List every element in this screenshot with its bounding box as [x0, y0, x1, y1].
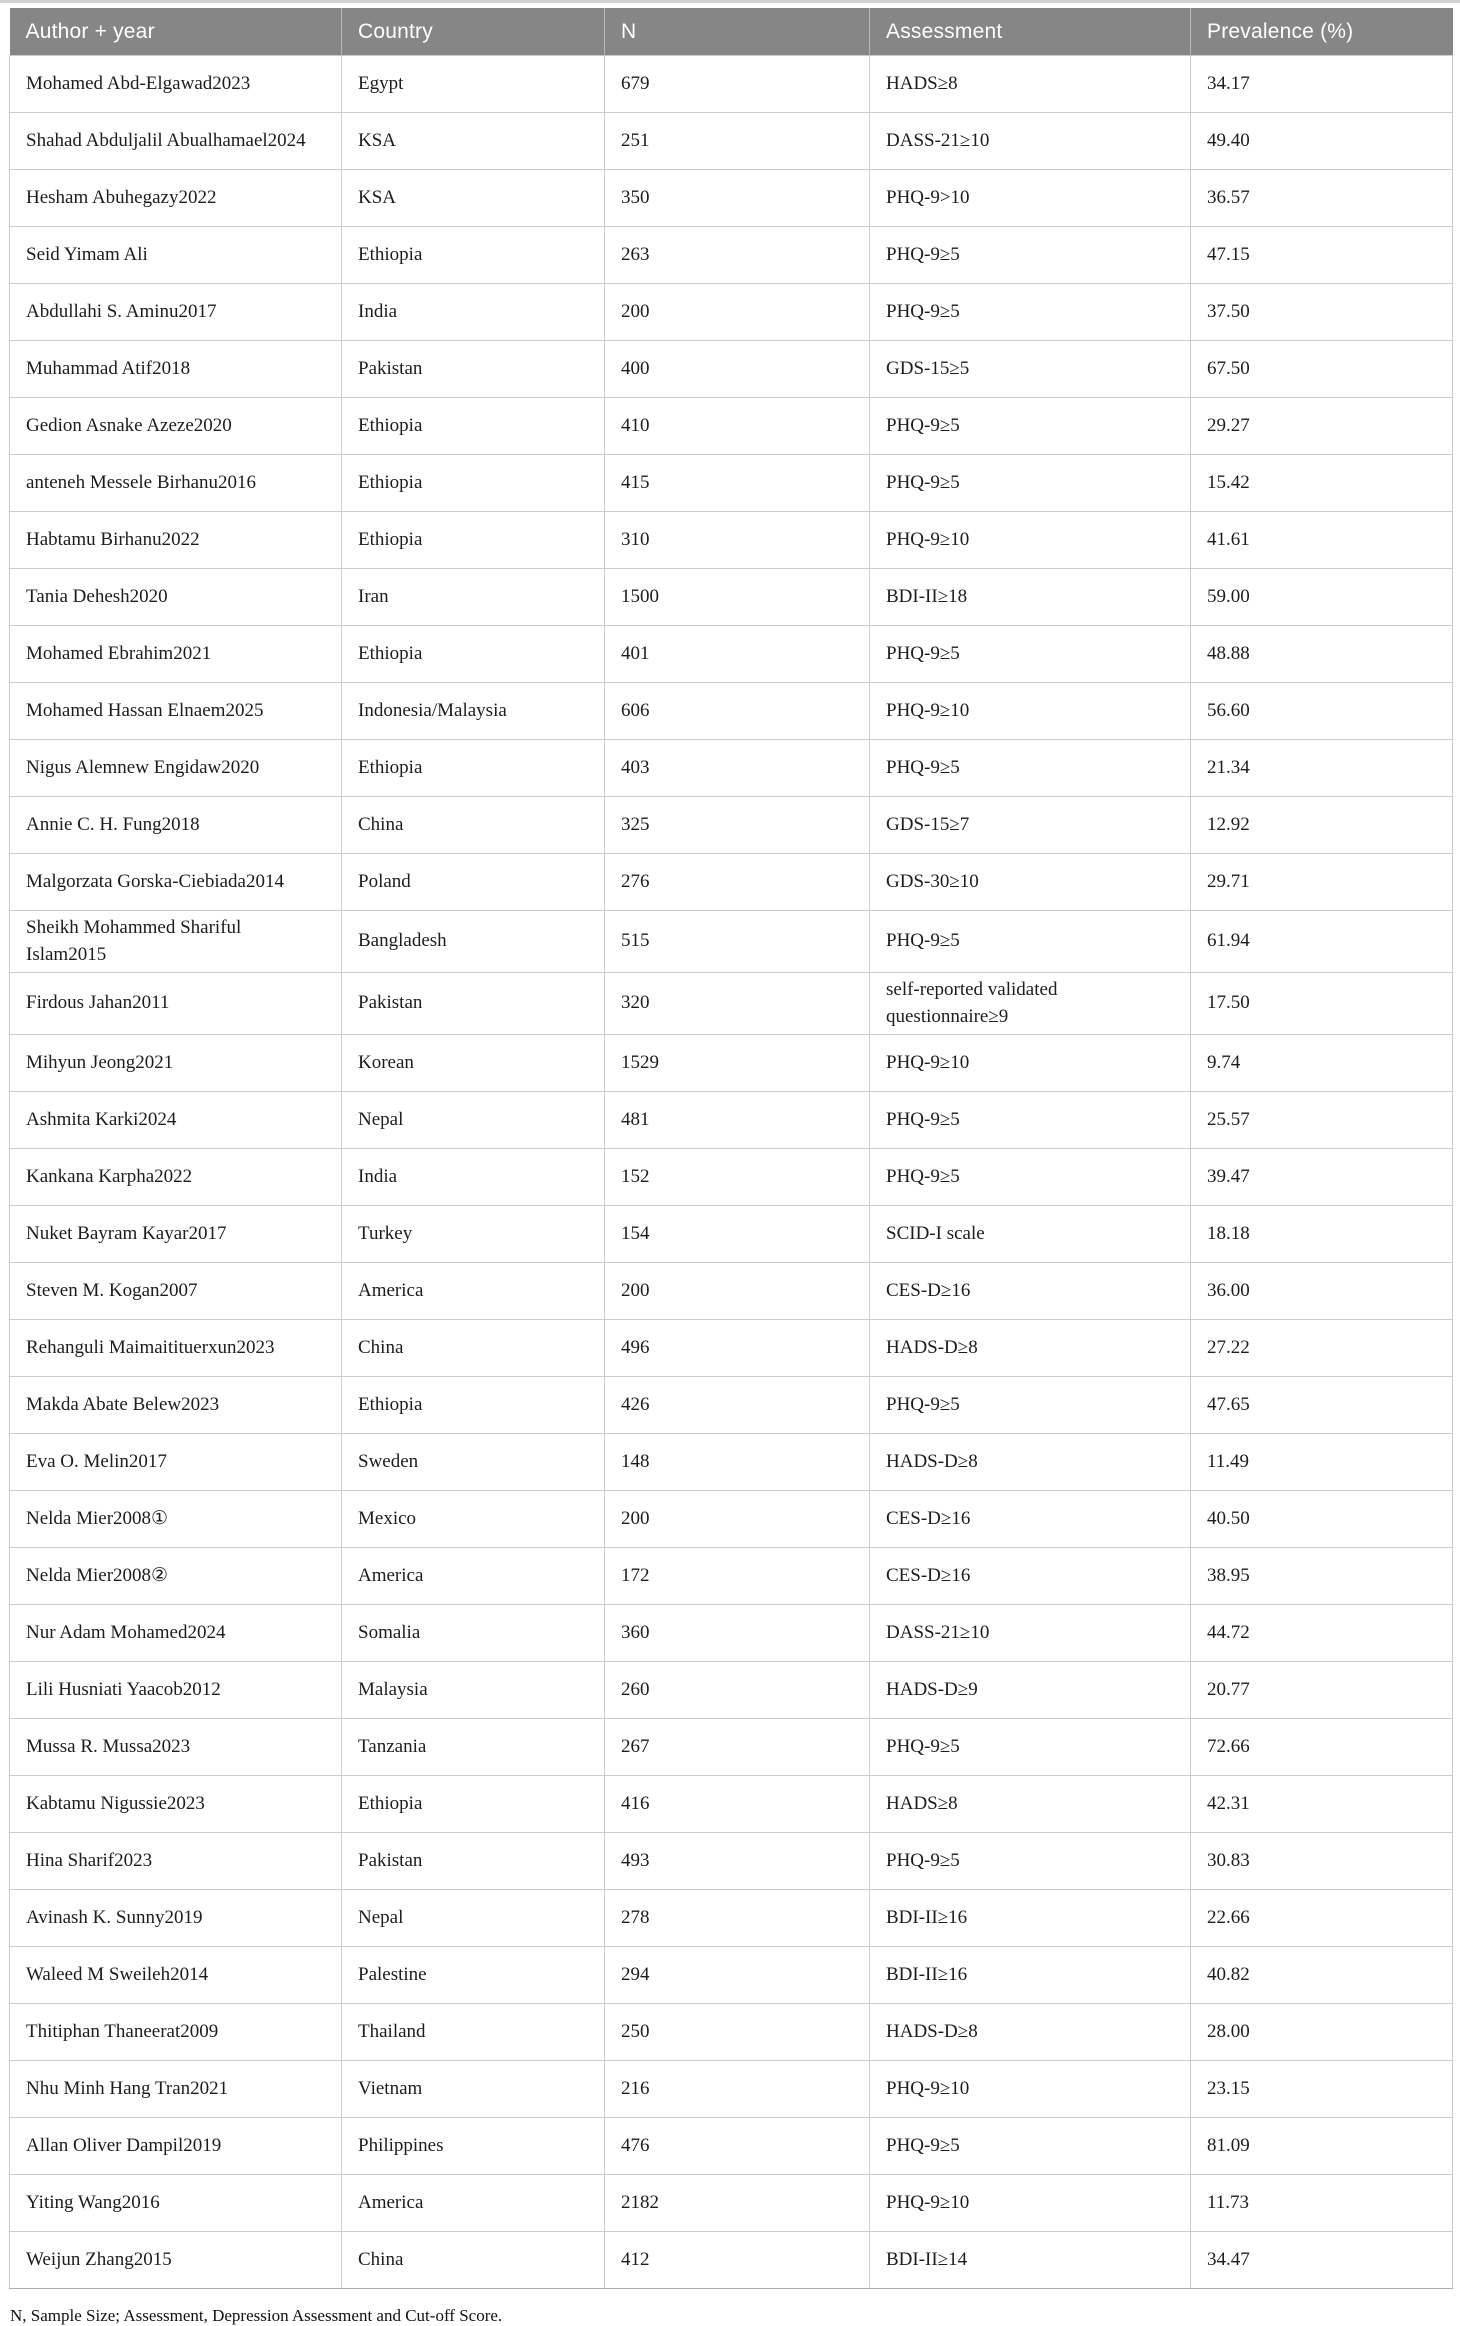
table-row — [10, 284, 1453, 341]
table-row — [10, 227, 1453, 284]
cell-n: 679 — [605, 56, 870, 113]
cell-country: Ethiopia — [342, 626, 605, 683]
cell-prevalence: 23.15 — [1191, 2061, 1453, 2118]
cell-n: 320 — [605, 973, 870, 1035]
cell-author-year: Malgorzata Gorska-Ciebiada2014 — [10, 854, 342, 911]
cell-country: Malaysia — [342, 1662, 605, 1719]
cell-country: Thailand — [342, 2004, 605, 2061]
cell-assessment: CES-D≥16 — [870, 1548, 1191, 1605]
column-header-prevalence: Prevalence (%) — [1191, 8, 1453, 56]
table-row — [10, 973, 1453, 1035]
cell-assessment: PHQ-9≥5 — [870, 1719, 1191, 1776]
cell-author-year: Thitiphan Thaneerat2009 — [10, 2004, 342, 2061]
cell-author-year: Mohamed Abd-Elgawad2023 — [10, 56, 342, 113]
cell-prevalence: 22.66 — [1191, 1890, 1453, 1947]
cell-country: Iran — [342, 569, 605, 626]
cell-prevalence: 47.65 — [1191, 1377, 1453, 1434]
cell-author-year: Yiting Wang2016 — [10, 2175, 342, 2232]
table-row — [10, 1149, 1453, 1206]
cell-country: Bangladesh — [342, 911, 605, 973]
cell-author-year: Weijun Zhang2015 — [10, 2232, 342, 2289]
cell-author-year: Makda Abate Belew2023 — [10, 1377, 342, 1434]
cell-assessment: PHQ-9≥10 — [870, 683, 1191, 740]
table-row — [10, 854, 1453, 911]
cell-assessment: PHQ-9≥5 — [870, 1377, 1191, 1434]
cell-n: 276 — [605, 854, 870, 911]
cell-country: Pakistan — [342, 1833, 605, 1890]
cell-prevalence: 27.22 — [1191, 1320, 1453, 1377]
table-row — [10, 1320, 1453, 1377]
cell-author-year: Firdous Jahan2011 — [10, 973, 342, 1035]
table-row — [10, 1206, 1453, 1263]
cell-prevalence: 28.00 — [1191, 2004, 1453, 2061]
cell-prevalence: 34.47 — [1191, 2232, 1453, 2289]
table-row — [10, 512, 1453, 569]
cell-assessment: BDI-II≥16 — [870, 1947, 1191, 2004]
cell-n: 410 — [605, 398, 870, 455]
cell-country: India — [342, 1149, 605, 1206]
cell-prevalence: 40.82 — [1191, 1947, 1453, 2004]
cell-n: 267 — [605, 1719, 870, 1776]
cell-n: 200 — [605, 1263, 870, 1320]
cell-country: KSA — [342, 113, 605, 170]
table-row — [10, 398, 1453, 455]
column-header-country: Country — [342, 8, 605, 56]
cell-country: Ethiopia — [342, 227, 605, 284]
table-row — [10, 1263, 1453, 1320]
cell-prevalence: 81.09 — [1191, 2118, 1453, 2175]
table-row — [10, 170, 1453, 227]
table-row — [10, 1434, 1453, 1491]
cell-country: Pakistan — [342, 973, 605, 1035]
cell-prevalence: 11.49 — [1191, 1434, 1453, 1491]
cell-prevalence: 49.40 — [1191, 113, 1453, 170]
cell-n: 2182 — [605, 2175, 870, 2232]
cell-assessment: PHQ-9≥5 — [870, 227, 1191, 284]
cell-author-year: Mohamed Hassan Elnaem2025 — [10, 683, 342, 740]
cell-assessment: PHQ-9≥5 — [870, 398, 1191, 455]
cell-author-year: Lili Husniati Yaacob2012 — [10, 1662, 342, 1719]
table-row — [10, 1491, 1453, 1548]
cell-prevalence: 11.73 — [1191, 2175, 1453, 2232]
cell-author-year: Mihyun Jeong2021 — [10, 1035, 342, 1092]
cell-assessment: SCID-I scale — [870, 1206, 1191, 1263]
cell-country: Egypt — [342, 56, 605, 113]
cell-assessment: PHQ-9≥5 — [870, 455, 1191, 512]
cell-n: 260 — [605, 1662, 870, 1719]
cell-country: Vietnam — [342, 2061, 605, 2118]
table-body — [10, 56, 1453, 2289]
cell-country: Palestine — [342, 1947, 605, 2004]
cell-n: 278 — [605, 1890, 870, 1947]
cell-assessment: PHQ-9≥5 — [870, 626, 1191, 683]
table-row — [10, 341, 1453, 398]
cell-assessment: BDI-II≥16 — [870, 1890, 1191, 1947]
cell-n: 493 — [605, 1833, 870, 1890]
cell-n: 496 — [605, 1320, 870, 1377]
table-row — [10, 1035, 1453, 1092]
cell-n: 360 — [605, 1605, 870, 1662]
cell-n: 481 — [605, 1092, 870, 1149]
cell-assessment: PHQ-9≥5 — [870, 2118, 1191, 2175]
cell-prevalence: 48.88 — [1191, 626, 1453, 683]
cell-n: 251 — [605, 113, 870, 170]
cell-author-year: Nhu Minh Hang Tran2021 — [10, 2061, 342, 2118]
cell-country: Mexico — [342, 1491, 605, 1548]
cell-n: 172 — [605, 1548, 870, 1605]
cell-assessment: PHQ-9≥5 — [870, 1092, 1191, 1149]
cell-n: 216 — [605, 2061, 870, 2118]
cell-author-year: Annie C. H. Fung2018 — [10, 797, 342, 854]
column-header-author-year: Author + year — [10, 8, 342, 56]
cell-prevalence: 18.18 — [1191, 1206, 1453, 1263]
table-row — [10, 1947, 1453, 2004]
cell-country: America — [342, 2175, 605, 2232]
table-row — [10, 1662, 1453, 1719]
cell-author-year: Muhammad Atif2018 — [10, 341, 342, 398]
cell-author-year: Eva O. Melin2017 — [10, 1434, 342, 1491]
cell-country: Tanzania — [342, 1719, 605, 1776]
cell-country: KSA — [342, 170, 605, 227]
cell-assessment: HADS≥8 — [870, 56, 1191, 113]
table-row — [10, 1833, 1453, 1890]
cell-n: 400 — [605, 341, 870, 398]
studies-table-container — [9, 8, 1452, 2326]
cell-prevalence: 34.17 — [1191, 56, 1453, 113]
cell-assessment: self-reported validated questionnaire≥9 — [870, 973, 1191, 1035]
table-row — [10, 1092, 1453, 1149]
cell-n: 294 — [605, 1947, 870, 2004]
cell-assessment: HADS≥8 — [870, 1776, 1191, 1833]
cell-author-year: Nelda Mier2008② — [10, 1548, 342, 1605]
table-row — [10, 2232, 1453, 2289]
cell-n: 350 — [605, 170, 870, 227]
cell-country: Nepal — [342, 1092, 605, 1149]
cell-country: Nepal — [342, 1890, 605, 1947]
cell-prevalence: 40.50 — [1191, 1491, 1453, 1548]
column-header-n: N — [605, 8, 870, 56]
table-row — [10, 1719, 1453, 1776]
table-row — [10, 1890, 1453, 1947]
cell-prevalence: 61.94 — [1191, 911, 1453, 973]
cell-country: America — [342, 1548, 605, 1605]
cell-prevalence: 41.61 — [1191, 512, 1453, 569]
cell-country: Somalia — [342, 1605, 605, 1662]
table-row — [10, 56, 1453, 113]
cell-author-year: Nigus Alemnew Engidaw2020 — [10, 740, 342, 797]
table-row — [10, 2061, 1453, 2118]
cell-n: 200 — [605, 284, 870, 341]
cell-prevalence: 30.83 — [1191, 1833, 1453, 1890]
cell-assessment: GDS-15≥7 — [870, 797, 1191, 854]
cell-prevalence: 47.15 — [1191, 227, 1453, 284]
cell-assessment: PHQ-9≥10 — [870, 1035, 1191, 1092]
table-row — [10, 797, 1453, 854]
cell-author-year: Nur Adam Mohamed2024 — [10, 1605, 342, 1662]
cell-n: 325 — [605, 797, 870, 854]
cell-n: 476 — [605, 2118, 870, 2175]
cell-author-year: Sheikh Mohammed Shariful Islam2015 — [10, 911, 342, 973]
cell-assessment: PHQ-9≥10 — [870, 2175, 1191, 2232]
table-row — [10, 626, 1453, 683]
cell-author-year: Rehanguli Maimaitituerxun2023 — [10, 1320, 342, 1377]
cell-assessment: HADS-D≥8 — [870, 1320, 1191, 1377]
cell-prevalence: 29.71 — [1191, 854, 1453, 911]
top-edge-strip — [0, 0, 1460, 3]
cell-country: Indonesia/Malaysia — [342, 683, 605, 740]
cell-country: China — [342, 2232, 605, 2289]
cell-n: 606 — [605, 683, 870, 740]
cell-author-year: Kankana Karpha2022 — [10, 1149, 342, 1206]
cell-n: 1529 — [605, 1035, 870, 1092]
cell-n: 200 — [605, 1491, 870, 1548]
table-row — [10, 1377, 1453, 1434]
cell-author-year: Shahad Abduljalil Abualhamael2024 — [10, 113, 342, 170]
table-row — [10, 569, 1453, 626]
cell-prevalence: 25.57 — [1191, 1092, 1453, 1149]
cell-n: 148 — [605, 1434, 870, 1491]
cell-assessment: GDS-30≥10 — [870, 854, 1191, 911]
table-footnote: N, Sample Size; Assessment, Depression Assessment and Cut-off Score. — [10, 2306, 503, 2326]
cell-assessment: CES-D≥16 — [870, 1491, 1191, 1548]
cell-prevalence: 36.00 — [1191, 1263, 1453, 1320]
cell-prevalence: 67.50 — [1191, 341, 1453, 398]
cell-n: 1500 — [605, 569, 870, 626]
cell-n: 310 — [605, 512, 870, 569]
cell-author-year: anteneh Messele Birhanu2016 — [10, 455, 342, 512]
cell-author-year: Allan Oliver Dampil2019 — [10, 2118, 342, 2175]
cell-prevalence: 20.77 — [1191, 1662, 1453, 1719]
cell-country: China — [342, 797, 605, 854]
cell-assessment: BDI-II≥14 — [870, 2232, 1191, 2289]
cell-n: 415 — [605, 455, 870, 512]
cell-author-year: Habtamu Birhanu2022 — [10, 512, 342, 569]
cell-assessment: PHQ-9>10 — [870, 170, 1191, 227]
cell-prevalence: 29.27 — [1191, 398, 1453, 455]
cell-prevalence: 39.47 — [1191, 1149, 1453, 1206]
cell-prevalence: 9.74 — [1191, 1035, 1453, 1092]
cell-country: Ethiopia — [342, 398, 605, 455]
cell-assessment: PHQ-9≥5 — [870, 1149, 1191, 1206]
cell-n: 412 — [605, 2232, 870, 2289]
cell-n: 403 — [605, 740, 870, 797]
table-row — [10, 1776, 1453, 1833]
table-header-row — [10, 8, 1453, 56]
cell-n: 426 — [605, 1377, 870, 1434]
cell-assessment: GDS-15≥5 — [870, 341, 1191, 398]
table-row — [10, 911, 1453, 973]
cell-country: America — [342, 1263, 605, 1320]
cell-prevalence: 17.50 — [1191, 973, 1453, 1035]
cell-country: China — [342, 1320, 605, 1377]
cell-author-year: Steven M. Kogan2007 — [10, 1263, 342, 1320]
cell-author-year: Hina Sharif2023 — [10, 1833, 342, 1890]
cell-prevalence: 72.66 — [1191, 1719, 1453, 1776]
cell-n: 401 — [605, 626, 870, 683]
cell-author-year: Tania Dehesh2020 — [10, 569, 342, 626]
cell-assessment: PHQ-9≥10 — [870, 512, 1191, 569]
cell-n: 154 — [605, 1206, 870, 1263]
cell-prevalence: 15.42 — [1191, 455, 1453, 512]
cell-author-year: Kabtamu Nigussie2023 — [10, 1776, 342, 1833]
cell-assessment: DASS-21≥10 — [870, 113, 1191, 170]
cell-assessment: BDI-II≥18 — [870, 569, 1191, 626]
cell-assessment: DASS-21≥10 — [870, 1605, 1191, 1662]
cell-prevalence: 59.00 — [1191, 569, 1453, 626]
table-row — [10, 113, 1453, 170]
cell-n: 250 — [605, 2004, 870, 2061]
table-row — [10, 1605, 1453, 1662]
table-row — [10, 2118, 1453, 2175]
cell-assessment: PHQ-9≥5 — [870, 740, 1191, 797]
cell-n: 152 — [605, 1149, 870, 1206]
table-row — [10, 2175, 1453, 2232]
cell-prevalence: 38.95 — [1191, 1548, 1453, 1605]
column-header-assessment: Assessment — [870, 8, 1191, 56]
cell-author-year: Seid Yimam Ali — [10, 227, 342, 284]
cell-country: Ethiopia — [342, 1776, 605, 1833]
cell-assessment: HADS-D≥8 — [870, 2004, 1191, 2061]
cell-author-year: Nelda Mier2008① — [10, 1491, 342, 1548]
cell-country: Ethiopia — [342, 455, 605, 512]
cell-n: 515 — [605, 911, 870, 973]
cell-country: Philippines — [342, 2118, 605, 2175]
cell-assessment: PHQ-9≥10 — [870, 2061, 1191, 2118]
cell-country: Sweden — [342, 1434, 605, 1491]
cell-n: 416 — [605, 1776, 870, 1833]
cell-country: Pakistan — [342, 341, 605, 398]
cell-author-year: Mussa R. Mussa2023 — [10, 1719, 342, 1776]
cell-assessment: PHQ-9≥5 — [870, 911, 1191, 973]
cell-country: Turkey — [342, 1206, 605, 1263]
cell-prevalence: 21.34 — [1191, 740, 1453, 797]
cell-author-year: Abdullahi S. Aminu2017 — [10, 284, 342, 341]
cell-country: Ethiopia — [342, 512, 605, 569]
cell-author-year: Ashmita Karki2024 — [10, 1092, 342, 1149]
cell-country: Ethiopia — [342, 1377, 605, 1434]
cell-prevalence: 42.31 — [1191, 1776, 1453, 1833]
cell-author-year: Gedion Asnake Azeze2020 — [10, 398, 342, 455]
cell-prevalence: 37.50 — [1191, 284, 1453, 341]
cell-assessment: PHQ-9≥5 — [870, 1833, 1191, 1890]
studies-table — [9, 8, 1453, 2289]
cell-country: India — [342, 284, 605, 341]
cell-n: 263 — [605, 227, 870, 284]
table-row — [10, 455, 1453, 512]
table-row — [10, 1548, 1453, 1605]
table-row — [10, 740, 1453, 797]
cell-prevalence: 56.60 — [1191, 683, 1453, 740]
cell-country: Korean — [342, 1035, 605, 1092]
cell-author-year: Waleed M Sweileh2014 — [10, 1947, 342, 2004]
cell-prevalence: 36.57 — [1191, 170, 1453, 227]
cell-prevalence: 44.72 — [1191, 1605, 1453, 1662]
cell-assessment: CES-D≥16 — [870, 1263, 1191, 1320]
cell-assessment: PHQ-9≥5 — [870, 284, 1191, 341]
cell-author-year: Mohamed Ebrahim2021 — [10, 626, 342, 683]
cell-author-year: Nuket Bayram Kayar2017 — [10, 1206, 342, 1263]
table-row — [10, 683, 1453, 740]
table-row — [10, 2004, 1453, 2061]
cell-author-year: Hesham Abuhegazy2022 — [10, 170, 342, 227]
cell-assessment: HADS-D≥9 — [870, 1662, 1191, 1719]
cell-prevalence: 12.92 — [1191, 797, 1453, 854]
cell-country: Poland — [342, 854, 605, 911]
cell-assessment: HADS-D≥8 — [870, 1434, 1191, 1491]
cell-author-year: Avinash K. Sunny2019 — [10, 1890, 342, 1947]
cell-country: Ethiopia — [342, 740, 605, 797]
